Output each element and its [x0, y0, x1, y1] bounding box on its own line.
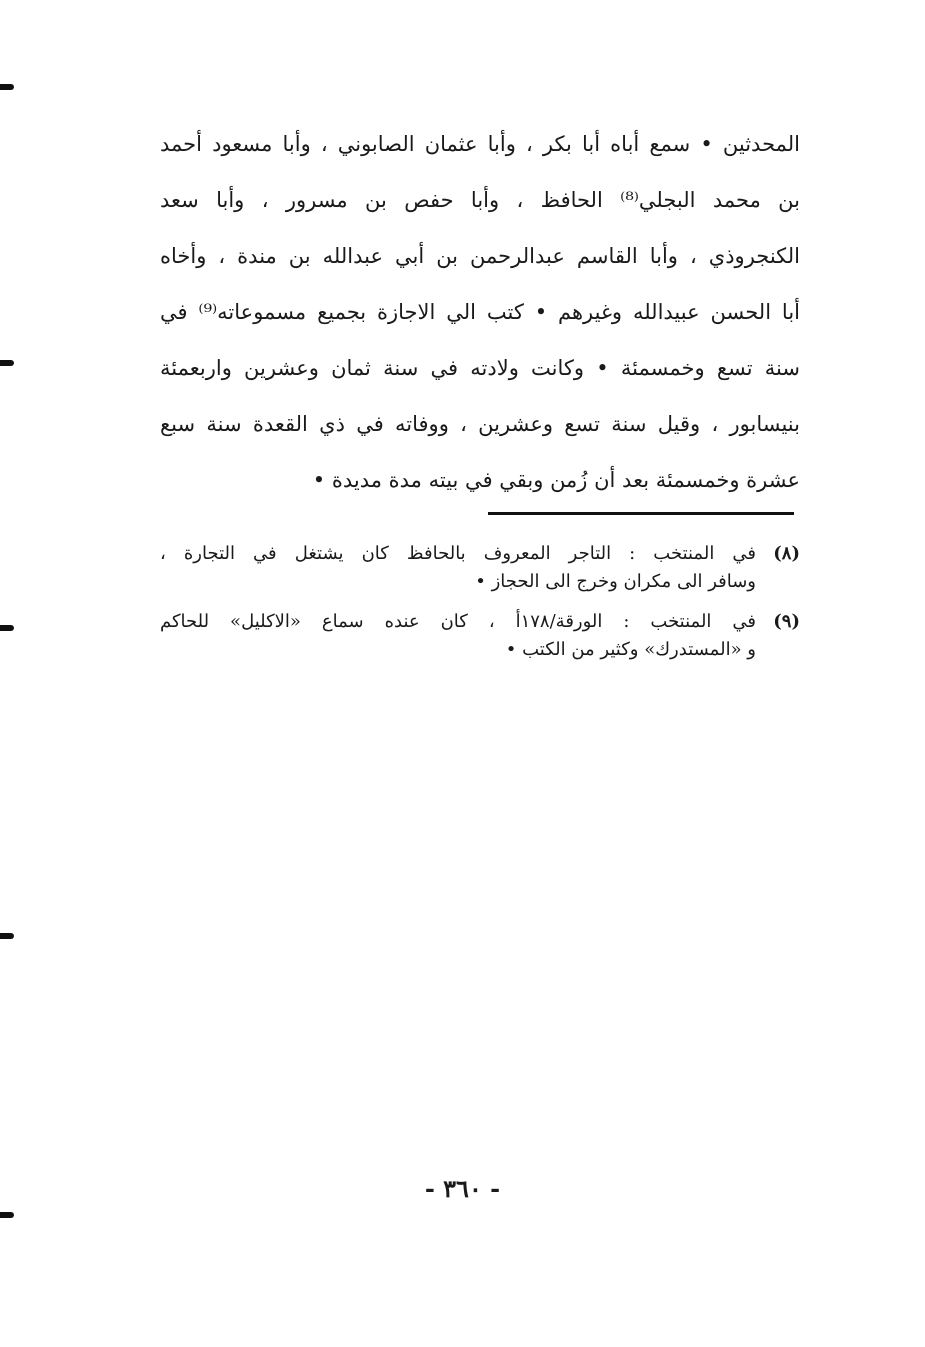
body-line: المحدثين • سمع أباه أبا بكر ، وأبا عثمان الصابوني ، وأبا مسعود أحمد [160, 132, 800, 156]
footnote-text [160, 608, 756, 664]
footnote-line: في المنتخب : التاجر المعروف بالحافظ كان يشتغل في التجارة ، [160, 543, 756, 564]
binding-mark [0, 1212, 14, 1218]
body-paragraph [160, 116, 800, 508]
footnote-number: (٨) [773, 543, 800, 564]
footnote-9 [160, 608, 800, 664]
binding-mark [0, 360, 14, 366]
body-line: بن محمد البجلي⁽⁸⁾ الحافظ ، وأبا حفص بن مسرور ، وأبا سعد [160, 188, 800, 212]
body-line: الكنجروذي ، وأبا القاسم عبدالرحمن بن أبي عبدالله بن مندة ، وأخاه [160, 244, 800, 268]
footnote-number: (٩) [773, 611, 800, 632]
footnote-line: و «المستدرك» وكثير من الكتب • [505, 639, 756, 660]
footnote-line: في المنتخب : الورقة/١٧٨أ ، كان عنده سماع «الاكليل» للحاكم [160, 611, 756, 632]
footnote-separator [488, 512, 794, 515]
footnote-8 [160, 540, 800, 596]
body-line: سنة تسع وخمسمئة • وكانت ولادته في سنة ثمان وعشرين واربعمئة [160, 356, 800, 380]
page-number: - ٣٦٠ - [424, 1174, 501, 1203]
binding-mark [0, 625, 14, 631]
binding-mark [0, 933, 14, 939]
binding-mark [0, 84, 14, 90]
body-line: أبا الحسن عبيدالله وغيرهم • كتب الي الاجازة بجميع مسموعاته⁽⁹⁾ في [160, 300, 800, 324]
footnote-line: وسافر الى مكران وخرج الى الحجاز • [475, 571, 756, 592]
body-line: عشرة وخمسمئة بعد أن زُمن وبقي في بيته مدة مديدة • [312, 468, 800, 492]
footnotes [160, 540, 800, 676]
footnote-text [160, 540, 756, 596]
body-line: بنيسابور ، وقيل سنة تسع وعشرين ، ووفاته في ذي القعدة سنة سبع [160, 412, 800, 436]
